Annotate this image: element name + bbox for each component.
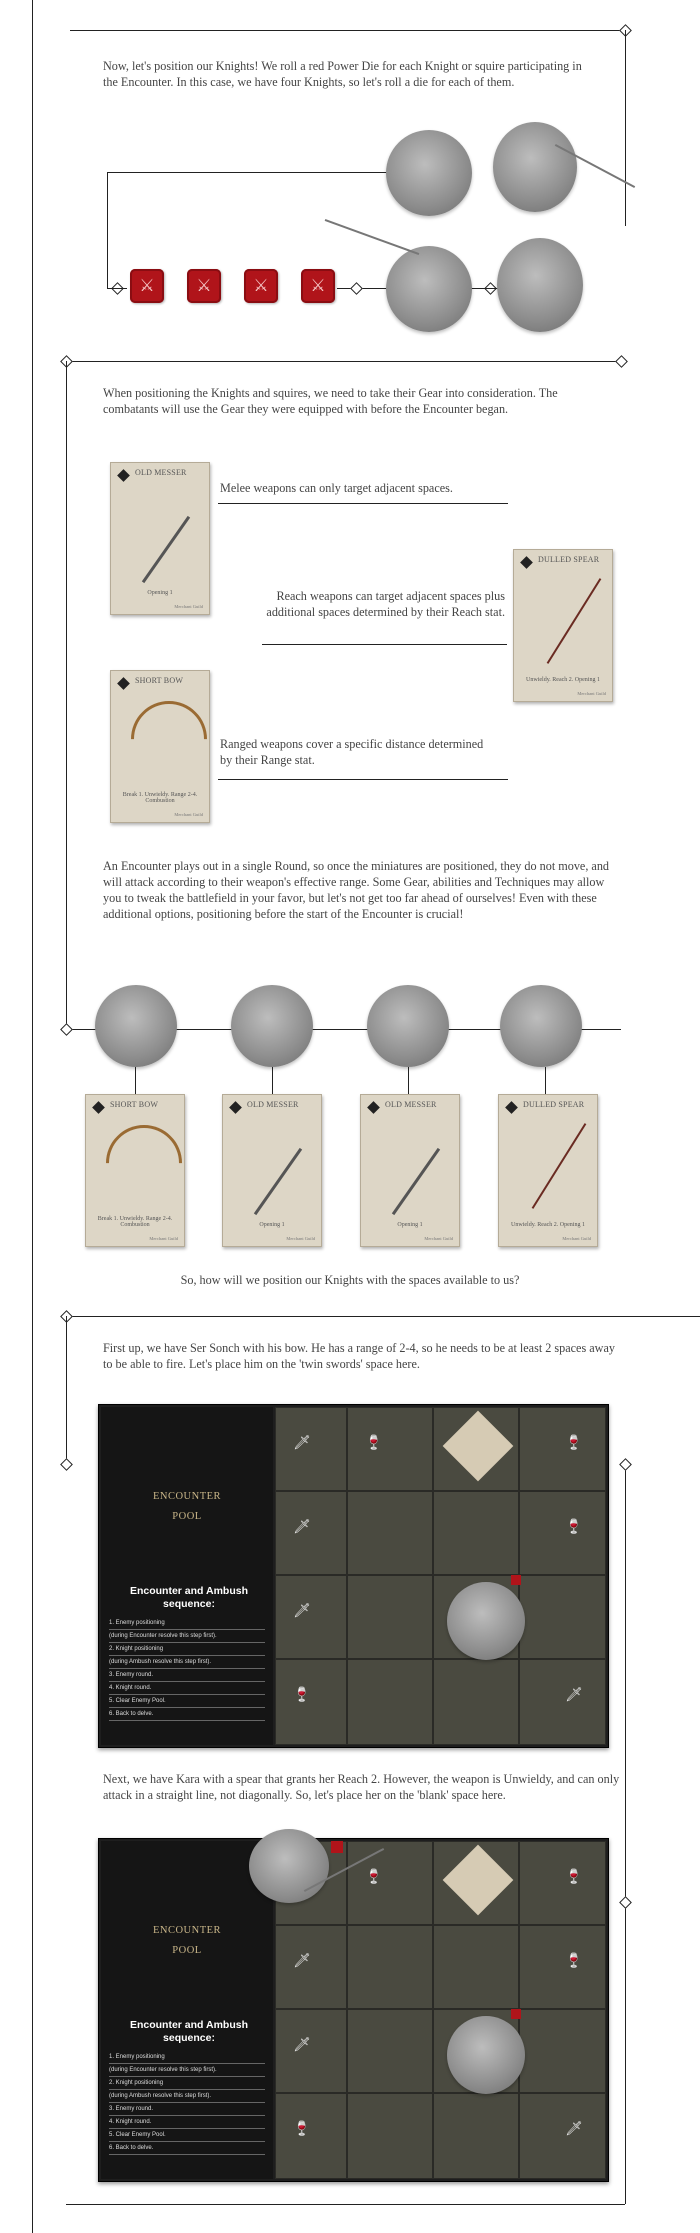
section3-left-rule <box>66 1316 67 1464</box>
rule-node <box>350 282 363 295</box>
knight-miniature <box>497 238 583 332</box>
goblet-icon: 🍷 <box>565 1520 583 1535</box>
card-number <box>229 1101 242 1114</box>
spear-prop <box>325 219 420 255</box>
sword-illustration <box>392 1148 440 1215</box>
power-die: ⚔ <box>187 269 221 303</box>
goblet-icon: 🍷 <box>565 1436 583 1451</box>
knight-miniature <box>447 2016 525 2094</box>
sword-illustration <box>254 1148 302 1215</box>
question-text: So, how will we position our Knights with the spaces available to us? <box>180 1273 520 1287</box>
twin-swords-icon: 🗡 <box>293 1520 311 1535</box>
card-title: DULLED SPEAR <box>523 1100 585 1109</box>
board-space <box>433 1659 519 1745</box>
twin-swords-icon: 🗡 <box>565 2122 583 2137</box>
encounter-pool <box>101 1841 273 2179</box>
board-space <box>347 1491 433 1575</box>
knight-miniature <box>500 985 582 1067</box>
card-footer: Merchant Guild <box>174 604 203 609</box>
card-stats: Opening 1 <box>397 1222 423 1228</box>
pool-title-line2: POOL <box>172 1511 202 1522</box>
old-messer-card <box>110 462 210 615</box>
sequence-step: 4. Knight round. <box>109 1682 265 1695</box>
board-grid <box>275 1841 606 2179</box>
ranged-text: Ranged weapons cover a specific distance determined by their Range stat. <box>220 737 484 767</box>
board-space <box>519 1491 606 1575</box>
encounter-board <box>98 1838 609 2182</box>
board-space <box>519 2009 606 2093</box>
board-space <box>519 1659 606 1745</box>
board-space <box>433 1925 519 2009</box>
card-number <box>520 556 533 569</box>
goblet-icon: 🍷 <box>565 1870 583 1885</box>
sequence-step: 3. Enemy round. <box>109 1669 265 1682</box>
board-space <box>433 2093 519 2179</box>
twin-swords-icon: 🗡 <box>293 1954 311 1969</box>
board-space <box>275 1659 347 1745</box>
spear-illustration <box>532 1123 587 1209</box>
power-die: ⚔ <box>244 269 278 303</box>
card-stats: Opening 1 <box>259 1222 285 1228</box>
board-space <box>433 1491 519 1575</box>
pool-title-line1: ENCOUNTER <box>152 1491 222 1502</box>
card-stats: Break 1. Unwieldy. Range 2-4. Combustion <box>122 792 198 804</box>
connector-line <box>135 1067 136 1095</box>
sequence-step: 1. Enemy positioning <box>109 2051 265 2064</box>
sequence-step: 2. Knight positioning <box>109 2077 265 2090</box>
knight-miniature <box>386 130 472 216</box>
card-number <box>367 1101 380 1114</box>
board-space <box>347 1575 433 1659</box>
card-stats: Opening 1 <box>147 590 173 596</box>
board-space <box>519 2093 606 2179</box>
reach-text: Reach weapons can target adjacent spaces plus additional spaces determined by their Reach stat. <box>266 589 505 619</box>
encounter-paragraph: An Encounter plays out in a single Round, so once the miniatures are positioned, they do not move, and will attack according to their weapon's effective range. Some Gear, abilities and Techniques may allow you to tweak the battlefield in your favor, but let's not get too far ahead of ourselves! Even with these additional options, positioning before the start of the Encounter is crucial! <box>103 859 610 921</box>
rule-node <box>619 1458 632 1471</box>
connector-line <box>107 288 127 289</box>
sonch-paragraph: First up, we have Ser Sonch with his bow. He has a range of 2-4, so he needs to be at least 2 spaces away to be able to fire. Let's place him on the 'twin swords' space here. <box>103 1341 615 1371</box>
section2-top-rule <box>66 361 621 362</box>
dulled-spear-card <box>513 549 613 702</box>
board-space <box>347 1407 433 1491</box>
goblet-icon: 🍷 <box>565 1954 583 1969</box>
card-title: SHORT BOW <box>135 676 184 685</box>
dulled-spear-card <box>498 1094 598 1247</box>
section2-left-rule <box>66 361 67 1029</box>
card-footer: Merchant Guild <box>577 691 606 696</box>
section3-top-rule <box>66 1316 700 1317</box>
rule-node <box>619 1896 632 1909</box>
twin-swords-icon: 🗡 <box>293 1436 311 1451</box>
goblet-icon: 🍷 <box>365 1870 383 1885</box>
kara-paragraph: Next, we have Kara with a spear that grants her Reach 2. However, the weapon is Unwieldy, and can only attack in a straight line, not diagonally. So, let's place her on the 'blank' space here. <box>103 1772 620 1802</box>
card-footer: Merchant Guild <box>174 812 203 817</box>
connector-line <box>107 172 387 173</box>
sequence-step: (during Encounter resolve this step first). <box>109 1630 265 1643</box>
board-space <box>275 2009 347 2093</box>
sequence-title: Encounter and Ambush sequence: <box>129 2019 249 2044</box>
board-space <box>347 1925 433 2009</box>
spear-illustration <box>547 578 602 664</box>
red-die-marker <box>511 2009 521 2019</box>
sequence-step: (during Encounter resolve this step first). <box>109 2064 265 2077</box>
short-bow-card <box>85 1094 185 1247</box>
page-left-border <box>32 0 33 2233</box>
knight-miniature <box>493 122 577 212</box>
power-die: ⚔ <box>301 269 335 303</box>
knight-miniature <box>367 985 449 1067</box>
connector-line <box>545 1067 546 1095</box>
rule-node <box>615 355 628 368</box>
pool-title-line2: POOL <box>172 1945 202 1956</box>
gear-paragraph: When positioning the Knights and squires, we need to take their Gear into consideration. The combatants will use the Gear they were equipped with before the Encounter began. <box>103 386 558 416</box>
card-stats: Unwieldy. Reach 2. Opening 1 <box>526 677 600 683</box>
card-title: DULLED SPEAR <box>538 555 600 564</box>
sequence-step: (during Ambush resolve this step first). <box>109 1656 265 1669</box>
pool-title <box>101 1921 273 1961</box>
melee-text: Melee weapons can only target adjacent spaces. <box>220 481 453 495</box>
encounter-pool <box>101 1407 273 1745</box>
rule-node <box>60 1458 73 1471</box>
sequence-title: Encounter and Ambush sequence: <box>129 1585 249 1610</box>
card-number <box>92 1101 105 1114</box>
sequence-step: 6. Back to delve. <box>109 1708 265 1721</box>
pool-title-line1: ENCOUNTER <box>152 1925 222 1936</box>
board-space <box>347 2009 433 2093</box>
bow-illustration <box>115 685 222 792</box>
card-number <box>117 677 130 690</box>
board-space <box>519 1575 606 1659</box>
board-space <box>519 1841 606 1925</box>
board-space <box>347 1841 433 1925</box>
old-messer-card <box>360 1094 460 1247</box>
goblet-icon: 🍷 <box>365 1436 383 1451</box>
connector-line <box>107 172 108 289</box>
knight-miniature <box>249 1829 329 1903</box>
encounter-board <box>98 1404 609 1748</box>
sequence-step: 1. Enemy positioning <box>109 1617 265 1630</box>
card-title: OLD MESSER <box>385 1100 437 1109</box>
red-die-marker <box>511 1575 521 1585</box>
sequence-step: 2. Knight positioning <box>109 1643 265 1656</box>
knight-miniature <box>231 985 313 1067</box>
twin-swords-icon: 🗡 <box>293 2038 311 2053</box>
card-footer: Merchant Guild <box>562 1236 591 1241</box>
sequence-step: 5. Clear Enemy Pool. <box>109 2129 265 2142</box>
sword-illustration <box>142 516 190 583</box>
sequence-step: 4. Knight round. <box>109 2116 265 2129</box>
pool-title <box>101 1487 273 1527</box>
board-space <box>347 1659 433 1745</box>
intro-paragraph: Now, let's position our Knights! We roll a red Power Die for each Knight or squire participating in the Encounter. In this case, we have four Knights, so let's roll a die for each of them. <box>103 59 582 89</box>
card-title: SHORT BOW <box>110 1100 159 1109</box>
short-bow-card <box>110 670 210 823</box>
old-messer-card <box>222 1094 322 1247</box>
board-space <box>275 1925 347 2009</box>
section1-top-rule <box>70 30 625 31</box>
card-stats: Break 1. Unwieldy. Range 2-4. Combustion <box>97 1216 173 1228</box>
board-space <box>519 1407 606 1491</box>
card-number <box>505 1101 518 1114</box>
card-number <box>117 469 130 482</box>
underline <box>262 644 507 645</box>
card-footer: Merchant Guild <box>149 1236 178 1241</box>
rule-node <box>60 1023 73 1036</box>
board-space <box>275 1491 347 1575</box>
board-space <box>275 1407 347 1491</box>
twin-swords-icon: 🗡 <box>565 1688 583 1703</box>
board-space <box>275 2093 347 2179</box>
knight-miniature <box>386 246 472 332</box>
underline <box>218 503 508 504</box>
card-footer: Merchant Guild <box>424 1236 453 1241</box>
card-footer: Merchant Guild <box>286 1236 315 1241</box>
connector-line <box>272 1067 273 1095</box>
board-space <box>275 1575 347 1659</box>
power-die: ⚔ <box>130 269 164 303</box>
board-space <box>347 2093 433 2179</box>
board-space <box>519 1925 606 2009</box>
sequence-step: (during Ambush resolve this step first). <box>109 2090 265 2103</box>
section1-right-rule <box>625 30 626 226</box>
card-title: OLD MESSER <box>247 1100 299 1109</box>
card-stats: Unwieldy. Reach 2. Opening 1 <box>511 1222 585 1228</box>
board-grid <box>275 1407 606 1745</box>
knight-miniature <box>447 1582 525 1660</box>
red-die-marker <box>331 1841 343 1853</box>
sequence-step: 5. Clear Enemy Pool. <box>109 1695 265 1708</box>
goblet-icon: 🍷 <box>293 1688 311 1703</box>
section3-bottom-rule <box>66 2204 625 2205</box>
card-title: OLD MESSER <box>135 468 187 477</box>
twin-swords-icon: 🗡 <box>293 1604 311 1619</box>
goblet-icon: 🍷 <box>293 2122 311 2137</box>
knight-miniature <box>95 985 177 1067</box>
section3-right-rule <box>625 1464 626 2204</box>
bow-illustration <box>90 1109 197 1216</box>
sequence-step: 3. Enemy round. <box>109 2103 265 2116</box>
connector-line <box>408 1067 409 1095</box>
sequence-step: 6. Back to delve. <box>109 2142 265 2155</box>
underline <box>218 779 508 780</box>
